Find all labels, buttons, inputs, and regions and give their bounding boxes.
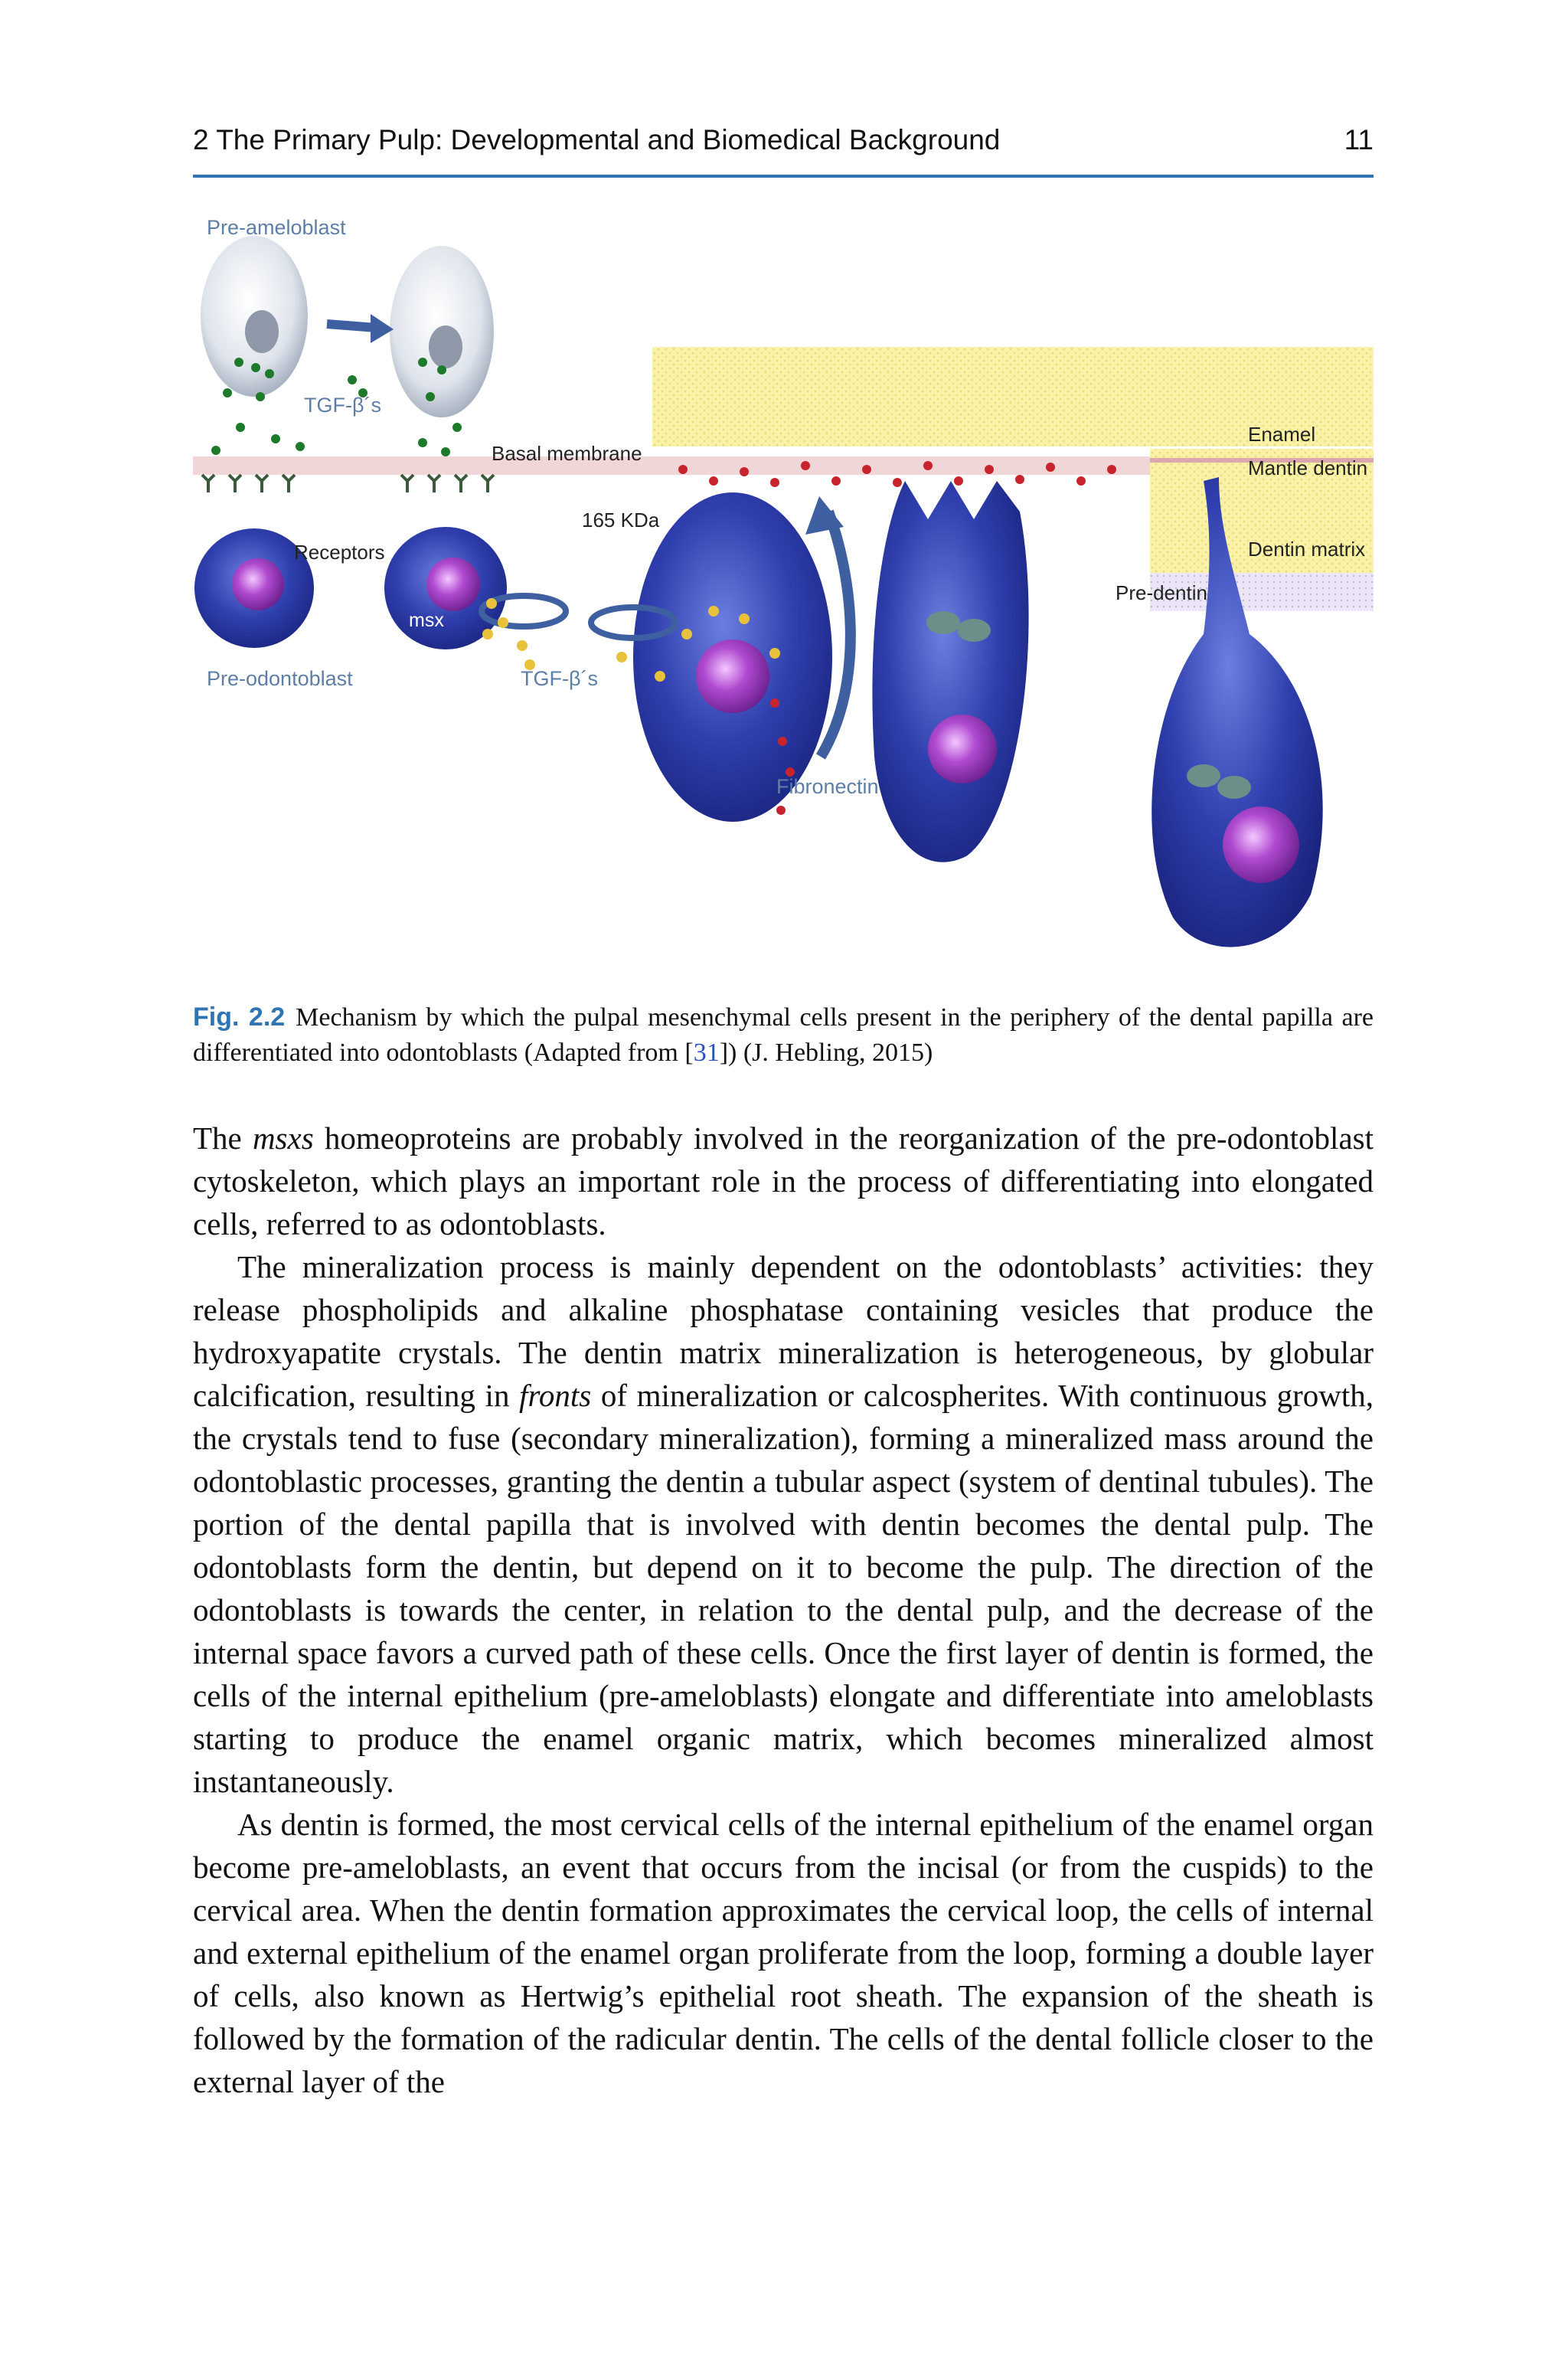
differentiation-arrow-top	[327, 324, 377, 328]
label-165-kda: 165 KDa	[582, 509, 660, 532]
label-receptors: Receptors	[294, 541, 385, 564]
label-dentin-matrix: Dentin matrix	[1248, 538, 1366, 561]
running-header	[193, 121, 1374, 178]
label-tgf-top: TGF-β´s	[304, 394, 381, 417]
organelle-1	[926, 611, 960, 634]
odontoblast-differentiation-diagram	[193, 205, 1374, 971]
label-pre-dentin: Pre-dentin	[1116, 581, 1207, 604]
organelle-4	[1217, 776, 1251, 799]
odontoblast-cell	[872, 481, 1028, 862]
pre-odontoblast-nucleus	[232, 558, 284, 610]
page-number: 11	[1344, 124, 1374, 155]
label-tgf-bottom: TGF-β´s	[521, 667, 598, 690]
differentiating-nucleus-1	[426, 558, 480, 611]
chapter-title: 2 The Primary Pulp: Developmental and Biomedical Background	[193, 124, 1001, 155]
paragraph-1	[193, 1117, 1374, 1245]
paragraph-2-rest: of mineralization or calcospherites. With continuous growth, the crystals tend to fuse (secondary mineralization), forming a mineralized mass around the odontoblastic processes, granting the dentin a tubular aspect (system of dentinal tubules). The portion of the dental papilla that is involved with dentin becomes the dental pulp. The odontoblasts form the dentin, but depend on it to become the pulp. The direction of the odontoblasts is towards the center, in relation to the dental pulp, and the decrease of the internal space favors a curved path of these cells. Once the first layer of dentin is formed, the cells of the internal epithelium (pre-ameloblasts) elongate and differentiate into ameloblasts starting to produce the enamel organic matrix, which becomes mineralized almost instantaneously.	[193, 1378, 1374, 1799]
organelle-2	[957, 619, 991, 642]
basal-membrane-band	[193, 456, 1150, 475]
mature-odontoblast-nucleus	[1223, 806, 1299, 883]
label-basal-membrane: Basal membrane	[492, 442, 642, 465]
citation-link[interactable]: 31	[693, 1039, 720, 1067]
label-fibronectin: Fibronectin	[776, 775, 879, 798]
differentiating-nucleus-2	[696, 639, 769, 713]
label-mantle-dentin: Mantle dentin	[1248, 456, 1368, 479]
msxs-term: msxs	[252, 1120, 314, 1156]
pre-ameloblast-nucleus-right	[429, 325, 462, 368]
label-pre-odontoblast: Pre-odontoblast	[207, 667, 353, 690]
caption-text-after: ]) (J. Hebling, 2015)	[719, 1039, 933, 1067]
pre-ameloblast-nucleus-left	[245, 310, 279, 353]
paragraph-2-start: The mineralization process is mainly dependent on the odontoblasts’ activities: they release phospholipids and alkaline phosphatase containing vesicles that produce the hydroxyapatite crystals. The dentin matrix mineralization is heterogeneous, by globular calcification, resulting in	[193, 1249, 1374, 1413]
organelle-3	[1187, 764, 1220, 787]
label-pre-ameloblast: Pre-ameloblast	[207, 216, 346, 239]
receptor-icons	[202, 475, 494, 492]
figure-caption	[193, 999, 1374, 1071]
caption-text-before: Mechanism by which the pulpal mesenchymal cells present in the periphery of the dental papilla are differentiated into odontoblasts (Adapted from [	[193, 1003, 1374, 1067]
figure-2-2	[193, 205, 1374, 971]
paragraph-1-start: The	[193, 1120, 253, 1156]
paragraph-1-rest: homeoproteins are probably involved in the reorganization of the pre-odontoblast cytoskeleton, which plays an important role in the process of differentiating into elongated cells, referred to as odontoblasts.	[193, 1120, 1374, 1241]
label-enamel: Enamel	[1248, 423, 1316, 446]
odontoblast-nucleus	[928, 715, 997, 783]
body-text	[193, 1117, 1374, 2103]
paragraph-2	[193, 1245, 1374, 1803]
fronts-term: fronts	[519, 1378, 592, 1413]
figure-number: Fig. 2.2	[193, 1003, 286, 1032]
paragraph-3: As dentin is formed, the most cervical cells of the internal epithelium of the enamel organ become pre-ameloblasts, an event that occurs from the incisal (or from the cuspids) to the cervical area. When the dentin formation approximates the cervical loop, the cells of internal and external epithelium of the enamel organ proliferate from the loop, forming a double layer of cells, also known as Hertwig’s epithelial root sheath. The expansion of the sheath is followed by the formation of the radicular dentin. The cells of the dental follicle closer to the external layer of the	[193, 1807, 1374, 2099]
label-msx: msx	[409, 610, 444, 631]
